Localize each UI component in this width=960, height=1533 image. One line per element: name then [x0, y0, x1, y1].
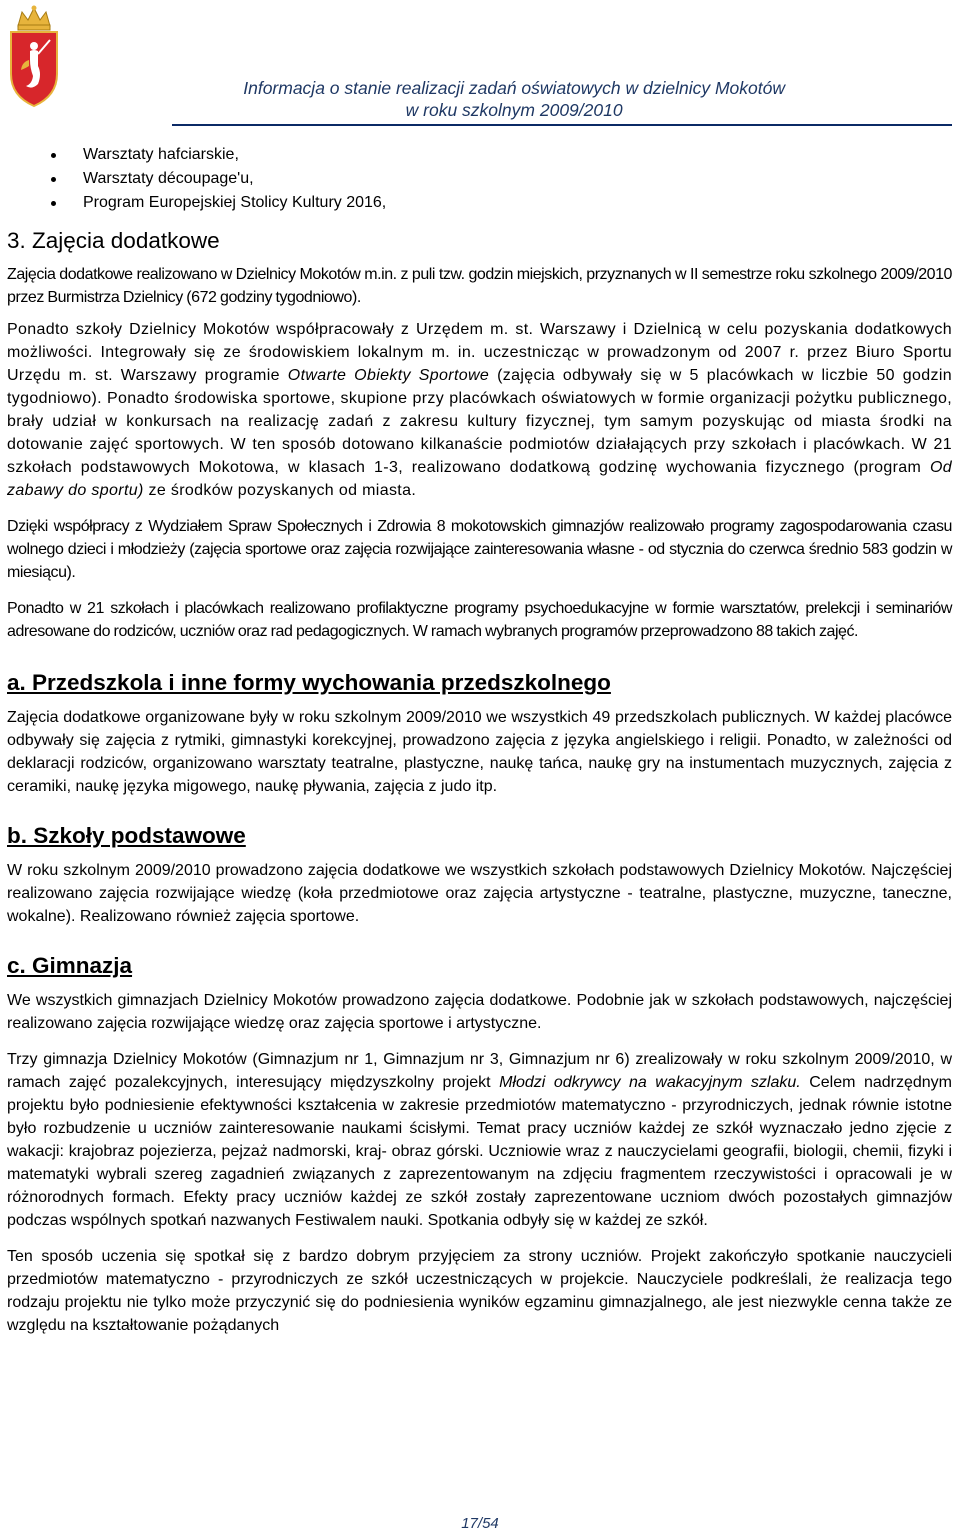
- program-name: Otwarte Obiekty Sportowe: [287, 367, 490, 384]
- warsaw-coat-of-arms-logo: [8, 4, 60, 108]
- list-item: Warsztaty hafciarskie,: [83, 143, 952, 167]
- subsection-heading-a: a. Przedszkola i inne formy wychowania przedszkolnego: [7, 670, 611, 695]
- activity-list: [7, 143, 952, 215]
- project-name: Młodzi odkrywcy na wakacyjnym szlaku.: [499, 1074, 801, 1091]
- header-title: Informacja o stanie realizacji zadań oświatowych w dzielnicy Mokotów: [243, 78, 785, 98]
- program-name: Od zabawy do sportu): [7, 459, 952, 499]
- paragraph: Dzięki współpracy z Wydziałem Spraw Społecznych i Zdrowia 8 mokotowskich gimnazjów realizowało programy zagospodarowania czasu wolnego dzieci i młodzieży (zajęcia sportowe oraz zajęcia rozwijające zainteresowania własne - od stycznia do czerwca średnio 583 godzin w miesiącu).: [7, 518, 952, 581]
- header-rule: [172, 124, 952, 126]
- page-number: 17/54: [461, 1515, 499, 1532]
- section-heading: 3. Zajęcia dodatkowe: [7, 228, 220, 253]
- paragraph: Zajęcia dodatkowe realizowano w Dzielnicy Mokotów m.in. z puli tzw. godzin miejskich, przyznanych w II semestrze roku szkolnego 2009/2010 przez Burmistrza Dzielnicy (672 godziny tygodniowo).: [7, 266, 952, 306]
- paragraph: Ponadto w 21 szkołach i placówkach realizowano profilaktyczne programy psychoedukacyjne w formie warsztatów, prelekcji i seminariów adresowane do rodziców, uczniów oraz rad pedagogicznych. W ramach wybranych programów przeprowadzono 88 takich zajęć.: [7, 600, 952, 640]
- subsection-heading-c: c. Gimnazja: [7, 953, 133, 978]
- paragraph: [7, 1048, 952, 1232]
- paragraph: We wszystkich gimnazjach Dzielnicy Mokotów prowadzono zajęcia dodatkowe. Podobnie jak w szkołach podstawowych, najczęściej realizowano zajęcia rozwijające wiedzę oraz zajęcia sportowe i artystyczne.: [7, 992, 952, 1032]
- paragraph: Ten sposób uczenia się spotkał się z bardzo dobrym przyjęciem za strony uczniów. Projekt zakończyło spotkanie nauczycieli przedmiotów matematyczno - przyrodniczych ze szkół uczestniczących w projekcie. Nauczyciele podkreślali, że realizacja tego rodzaju projektu nie tylko może przyczynić się do podniesienia wyników egzaminu gimnazjalnego, ale jest niezwykle cenna także ze względu na kształtowanie pożądanych: [7, 1248, 952, 1334]
- main-content: [7, 143, 952, 1337]
- paragraph: W roku szkolnym 2009/2010 prowadzono zajęcia dodatkowe we wszystkich szkołach podstawowych Dzielnicy Mokotów. Najczęściej realizowano zajęcia rozwijające wiedzę (koła przedmiotowe oraz zajęcia artystyczne - teatralne, plastyczne, muzyczne, taneczne, wokalne). Realizowano również zajęcia sportowe.: [7, 862, 952, 925]
- subsection-heading-b: b. Szkoły podstawowe: [7, 823, 246, 848]
- list-item: Warsztaty découpage'u,: [83, 167, 952, 191]
- header-subtitle: w roku szkolnym 2009/2010: [405, 100, 623, 120]
- paragraph-text: Ponadto szkoły Dzielnicy Mokotów współpracowały z Urzędem m. st. Warszawy i Dzielnicą w celu pozyskania dodatkowych możliwości. Integrowały się ze środowiskiem lokalnym m. in. uczestnicząc w prowadzonym od 2007 r. przez Biuro Sportu Urzędu m. st. Warszawy programie: [7, 321, 952, 384]
- paragraph-text: (zajęcia odbywały się w 5 placówkach w liczbie 50 godzin tygodniowo). Ponadto środowiska sportowe, skupione przy placówkach oświatowych w formie organizacji pożytku publicznego, brały udział w konkursach na realizację zadań z zakresu kultury fizycznej, tym samym pozyskując od miasta środki na dotowanie zajęć sportowych. W ten sposób dotowano kilkanaście podmiotów działających przy szkołach i placówkach. W 21 szkołach podstawowych Mokotowa, w klasach 1-3, realizowano dodatkową godzinę wychowania fizycznego (program: [7, 367, 952, 476]
- paragraph-text: Trzy gimnazja Dzielnicy Mokotów (Gimnazjum nr 1, Gimnazjum nr 3, Gimnazjum nr 6) zrealizowały w roku szkolnym 2009/2010, w ramach zajęć pozalekcyjnych, interesujący międzyszkolny projekt: [7, 1051, 952, 1091]
- list-item: Program Europejskiej Stolicy Kultury 2016,: [83, 191, 952, 215]
- paragraph-text: Celem nadrzędnym projektu było podniesienie efektywności kształcenia w zakresie przedmiotów matematyczno - przyrodniczych, jednak równie istotne było rozbudzenie u uczniów zainteresowanie naukami ścisłymi. Temat pracy uczniów każdej ze szkół wyznaczało jedno zjęcie z wakacji: krajobraz pojezierza, pejzaż nadmorski, kraj- obraz górski. Uczniowie wraz z nauczycielami geografii, biologii, chemii, fizyki i matematyki wybrali szereg zagadnień związanych z zaprezentowanym na zdjęciu fragmentem rzeczywistości i opracowali je w różnorodnych formach. Efekty pracy uczniów każdej ze szkół zostały zaprezentowane uczniom dwóch pozostałych gimnazjów podczas wspólnych spotkań nazwanych Festiwalem nauki. Spotkania odbyły się w każdej ze szkół.: [7, 1074, 952, 1229]
- paragraph-text: ze środków pozyskanych od miasta.: [143, 482, 417, 499]
- paragraph: [7, 318, 952, 502]
- paragraph: Zajęcia dodatkowe organizowane były w roku szkolnym 2009/2010 we wszystkich 49 przedszkolach publicznych. W każdej placówce odbywały się zajęcia z rytmiki, gimnastyki korekcyjnej, prowadzono zajęcia z języka angielskiego i religii. Ponadto, w zależności od deklaracji rodziców, organizowano warsztaty teatralne, plastyczne, naukę tańca, naukę gry na instumentach muzycznych, zajęcia z ceramiki, naukę języka migowego, naukę pływania, zajęcia z judo itp.: [7, 709, 952, 795]
- running-header: [243, 77, 785, 121]
